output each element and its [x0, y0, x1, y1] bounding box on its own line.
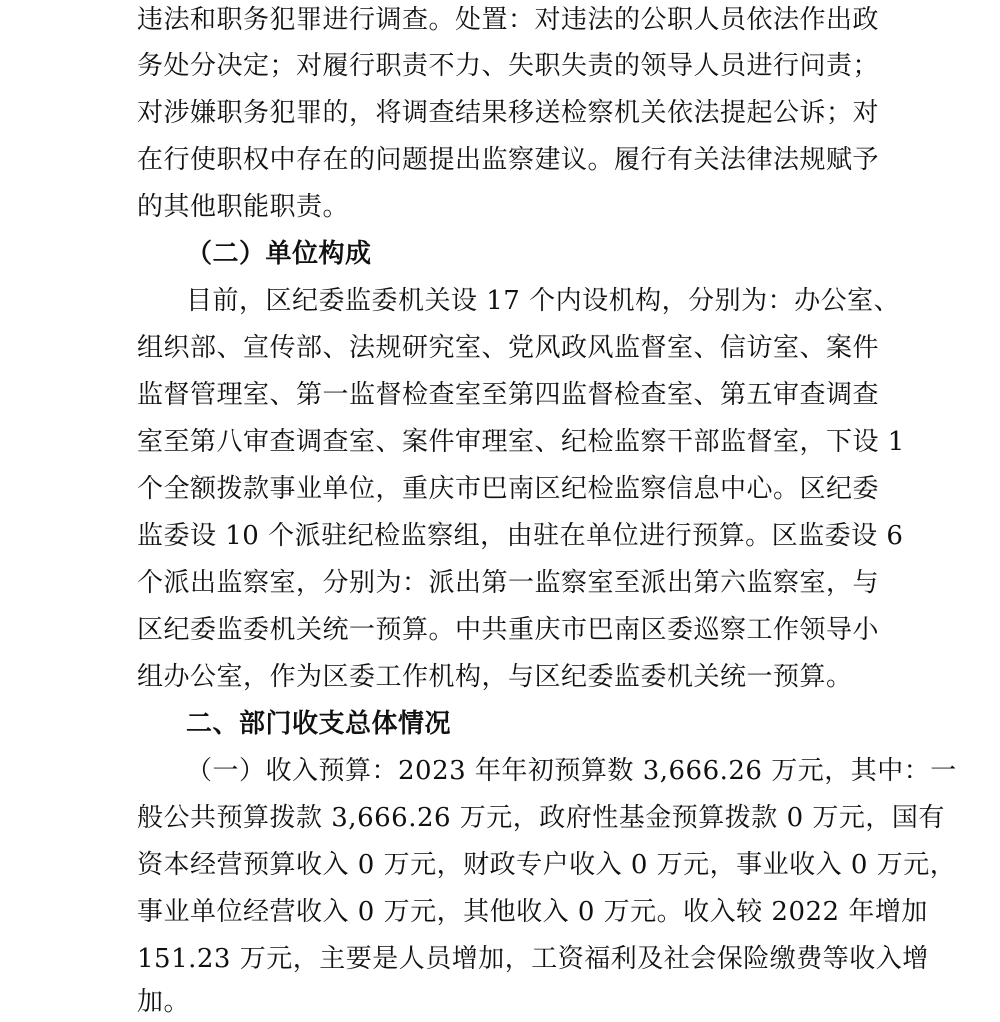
paragraph-line: 监督管理室、第一监督检查室至第四监督检查室、第五审查调查	[137, 380, 880, 410]
paragraph-line: 务处分决定；对履行职责不力、失职失责的领导人员进行问责；	[137, 51, 880, 81]
paragraph-line: 区纪委监委机关统一预算。中共重庆市巴南区委巡察工作领导小	[137, 615, 880, 645]
paragraph-line: 资本经营预算收入 0 万元，财政专户收入 0 万元，事业收入 0 万元，	[137, 850, 957, 880]
paragraph-line: 事业单位经营收入 0 万元，其他收入 0 万元。收入较 2022 年增加	[137, 897, 928, 927]
paragraph-line: 监委设 10 个派驻纪检监察组，由驻在单位进行预算。区监委设 6	[137, 521, 904, 551]
paragraph-line: 个全额拨款事业单位，重庆市巴南区纪检监察信息中心。区纪委	[137, 474, 880, 504]
paragraph-line: 组织部、宣传部、法规研究室、党风政风监督室、信访室、案件	[137, 333, 880, 363]
paragraph-line: 般公共预算拨款 3,666.26 万元，政府性基金预算拨款 0 万元，国有	[137, 803, 945, 833]
paragraph-line: 加。	[137, 987, 191, 1017]
paragraph-line: 室至第八审查调查室、案件审理室、纪检监察干部监督室，下设 1	[137, 427, 905, 457]
paragraph-line: 的其他职能职责。	[137, 192, 350, 222]
paragraph-line: 违法和职务犯罪进行调查。处置：对违法的公职人员依法作出政	[137, 5, 880, 35]
paragraph-line: 目前，区纪委监委机关设 17 个内设机构，分别为：办公室、	[186, 286, 901, 316]
section-heading-income-expenditure: 二、部门收支总体情况	[186, 709, 452, 739]
section-heading-unit-composition: （二）单位构成	[186, 239, 372, 269]
paragraph-line: 组办公室，作为区委工作机构，与区纪委监委机关统一预算。	[137, 662, 853, 692]
paragraph-line: 151.23 万元，主要是人员增加，工资福利及社会保险缴费等收入增	[137, 944, 929, 974]
paragraph-line: 在行使职权中存在的问题提出监察建议。履行有关法律法规赋予	[137, 145, 880, 175]
paragraph-line: （一）收入预算：2023 年年初预算数 3,666.26 万元，其中：一	[186, 756, 957, 786]
paragraph-line: 个派出监察室，分别为：派出第一监察室至派出第六监察室，与	[137, 568, 880, 598]
paragraph-line: 对涉嫌职务犯罪的，将调查结果移送检察机关依法提起公诉；对	[137, 98, 880, 128]
